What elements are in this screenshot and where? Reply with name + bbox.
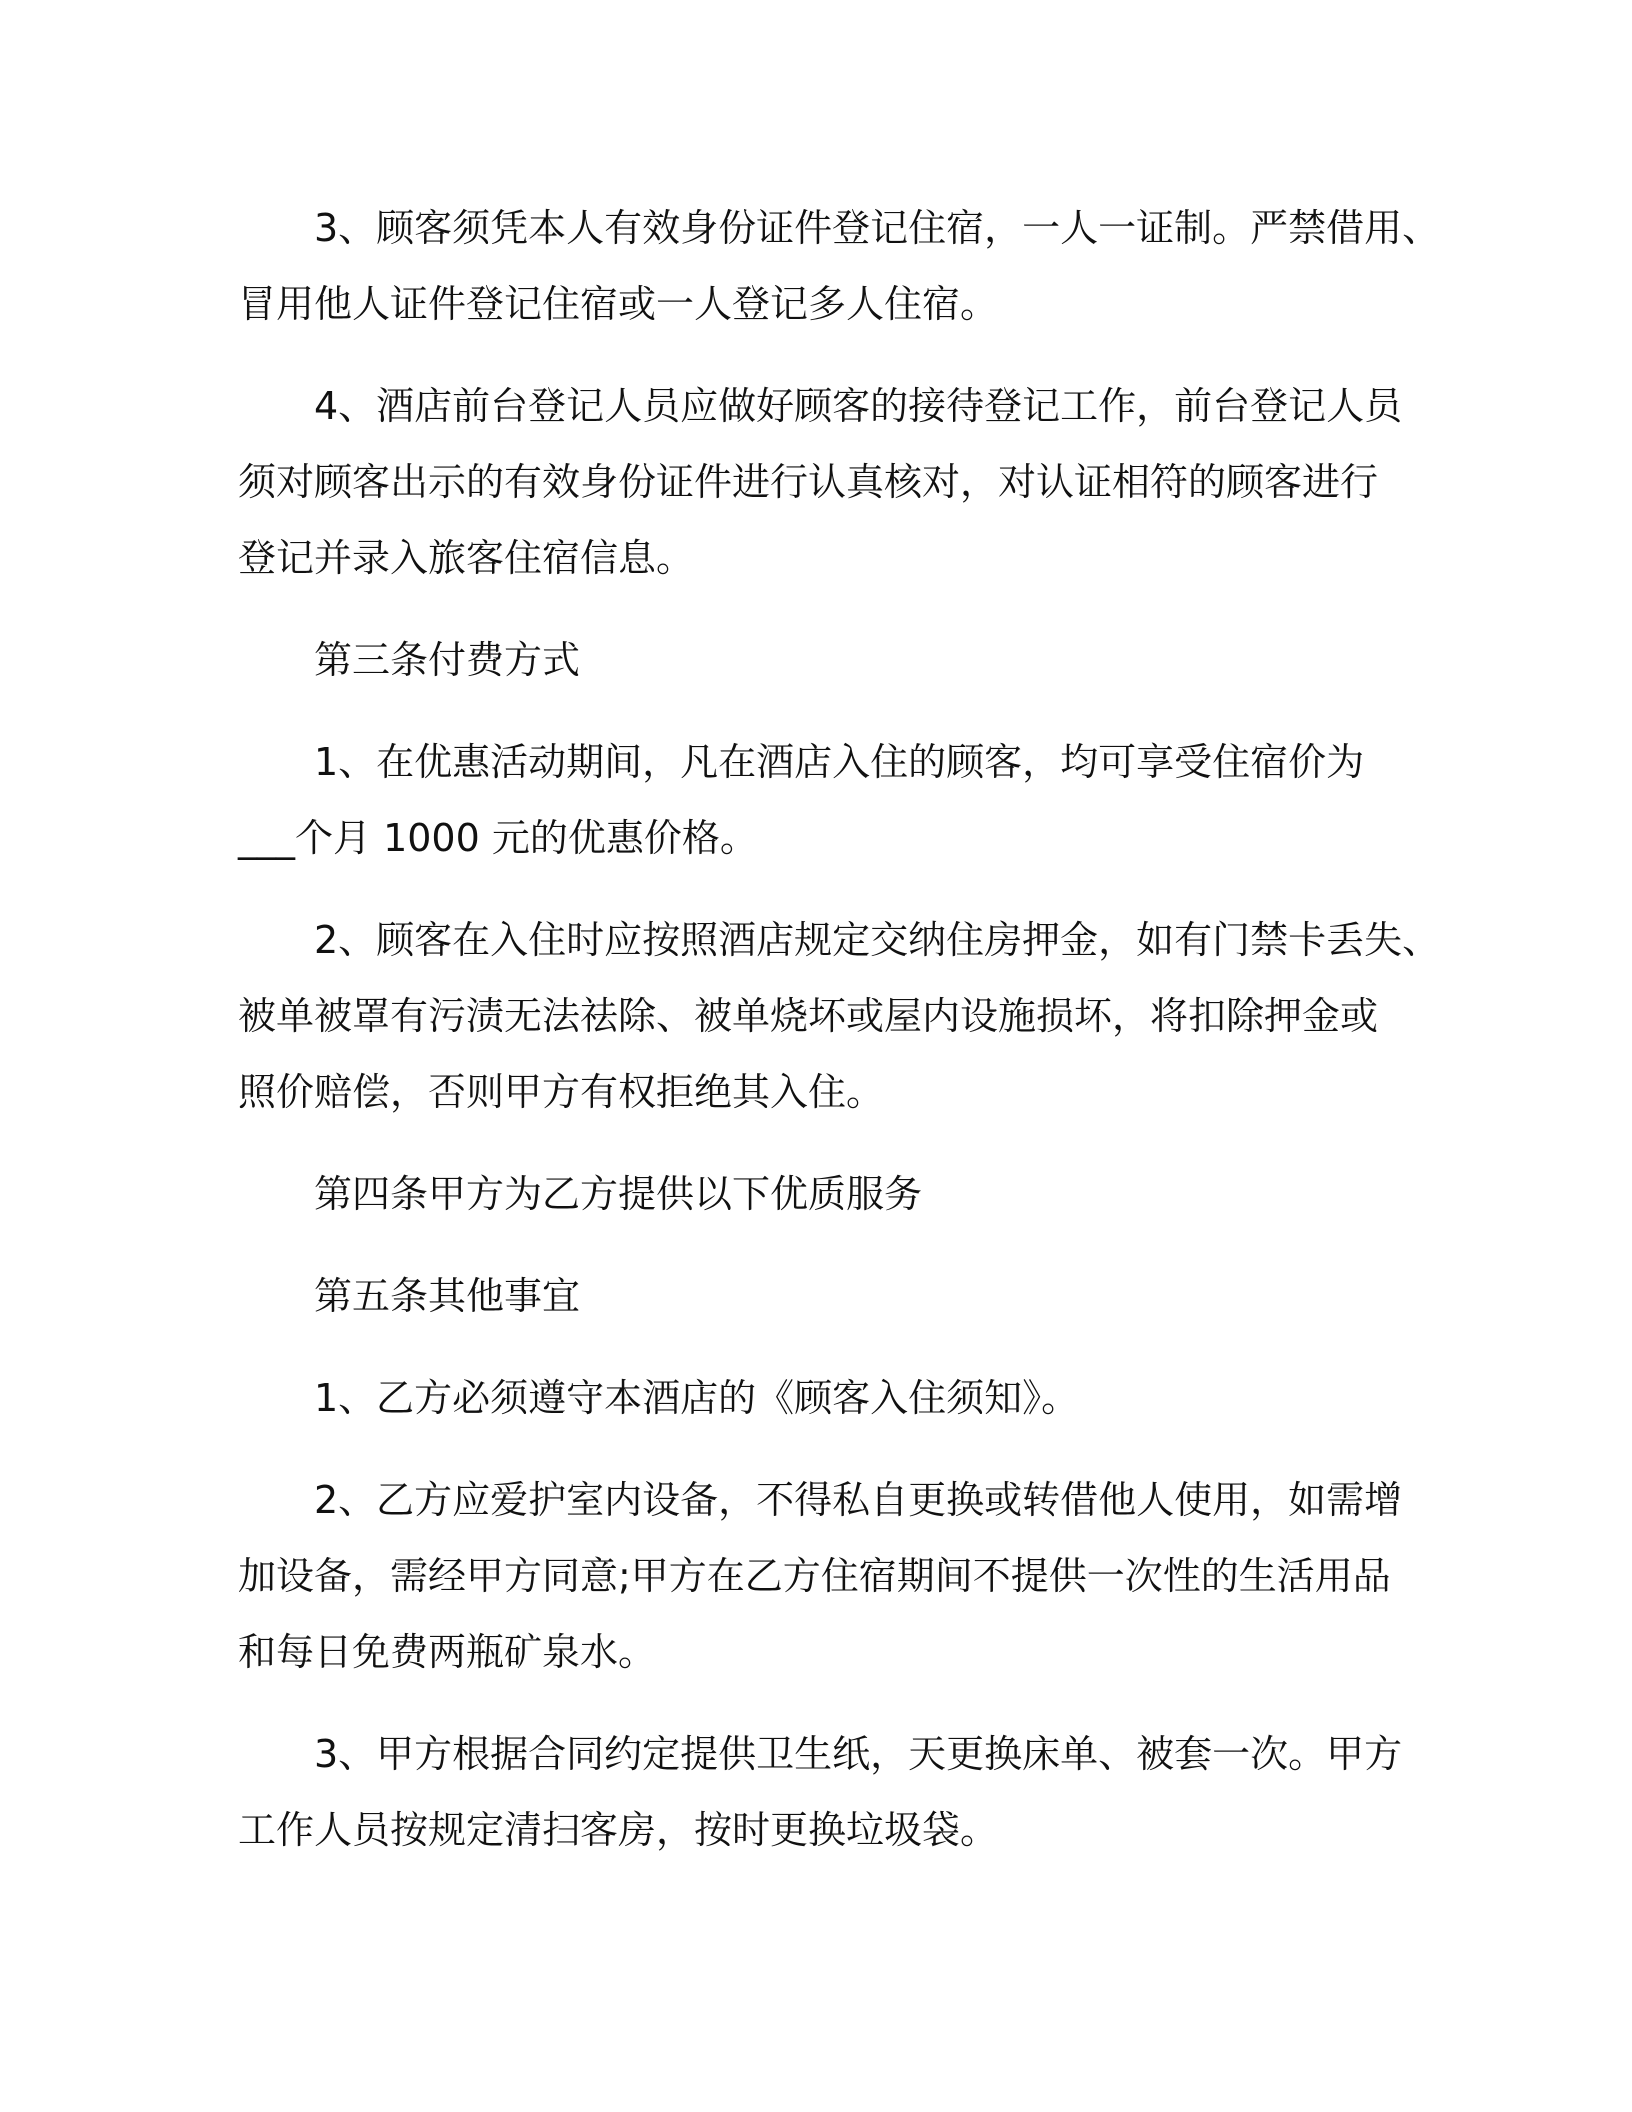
- paragraph-equipment: [238, 1462, 1403, 1690]
- text-line: 须对顾客出示的有效身份证件进行认真核对，对认证相符的顾客进行: [238, 460, 1379, 504]
- paragraph-cleaning: [238, 1716, 1403, 1868]
- text-line: 1、乙方必须遵守本酒店的《顾客入住须知》。: [314, 1376, 1080, 1420]
- text-line: 2、乙方应爱护室内设备，不得私自更换或转借他人使用，如需增: [314, 1478, 1403, 1522]
- section-heading: 第三条付费方式: [314, 638, 581, 682]
- section-heading-payment: [238, 622, 1398, 698]
- paragraph-discount: [238, 724, 1398, 876]
- text-line: ___个月 1000 元的优惠价格。: [238, 816, 758, 860]
- text-line: 被单被罩有污渍无法祛除、被单烧坏或屋内设施损坏，将扣除押金或: [238, 994, 1379, 1038]
- text-line: 冒用他人证件登记住宿或一人登记多人住宿。: [238, 282, 999, 326]
- paragraph-front-desk: [238, 368, 1403, 596]
- section-heading-other: [238, 1258, 1398, 1334]
- text-line: 1、在优惠活动期间，凡在酒店入住的顾客，均可享受住宿价为: [314, 740, 1365, 784]
- text-line: 4、酒店前台登记人员应做好顾客的接待登记工作，前台登记人员: [314, 384, 1403, 428]
- paragraph-deposit: [238, 902, 1441, 1130]
- text-line: 加设备，需经甲方同意;甲方在乙方住宿期间不提供一次性的生活用品: [238, 1554, 1391, 1598]
- paragraph-registration-id: [238, 190, 1441, 342]
- paragraph-rules: [238, 1360, 1398, 1436]
- text-line: 登记并录入旅客住宿信息。: [238, 536, 695, 580]
- text-line: 3、甲方根据合同约定提供卫生纸，天更换床单、被套一次。甲方: [314, 1732, 1403, 1776]
- section-heading: 第四条甲方为乙方提供以下优质服务: [314, 1172, 923, 1216]
- text-line: 和每日免费两瓶矿泉水。: [238, 1630, 657, 1674]
- text-line: 工作人员按规定清扫客房，按时更换垃圾袋。: [238, 1808, 999, 1852]
- section-heading-services: [238, 1156, 1398, 1232]
- text-line: 照价赔偿，否则甲方有权拒绝其入住。: [238, 1070, 885, 1114]
- document-body: [238, 190, 1441, 1894]
- section-heading: 第五条其他事宜: [314, 1274, 581, 1318]
- text-line: 3、顾客须凭本人有效身份证件登记住宿，一人一证制。严禁借用、: [314, 206, 1441, 250]
- text-line: 2、顾客在入住时应按照酒店规定交纳住房押金，如有门禁卡丢失、: [314, 918, 1441, 962]
